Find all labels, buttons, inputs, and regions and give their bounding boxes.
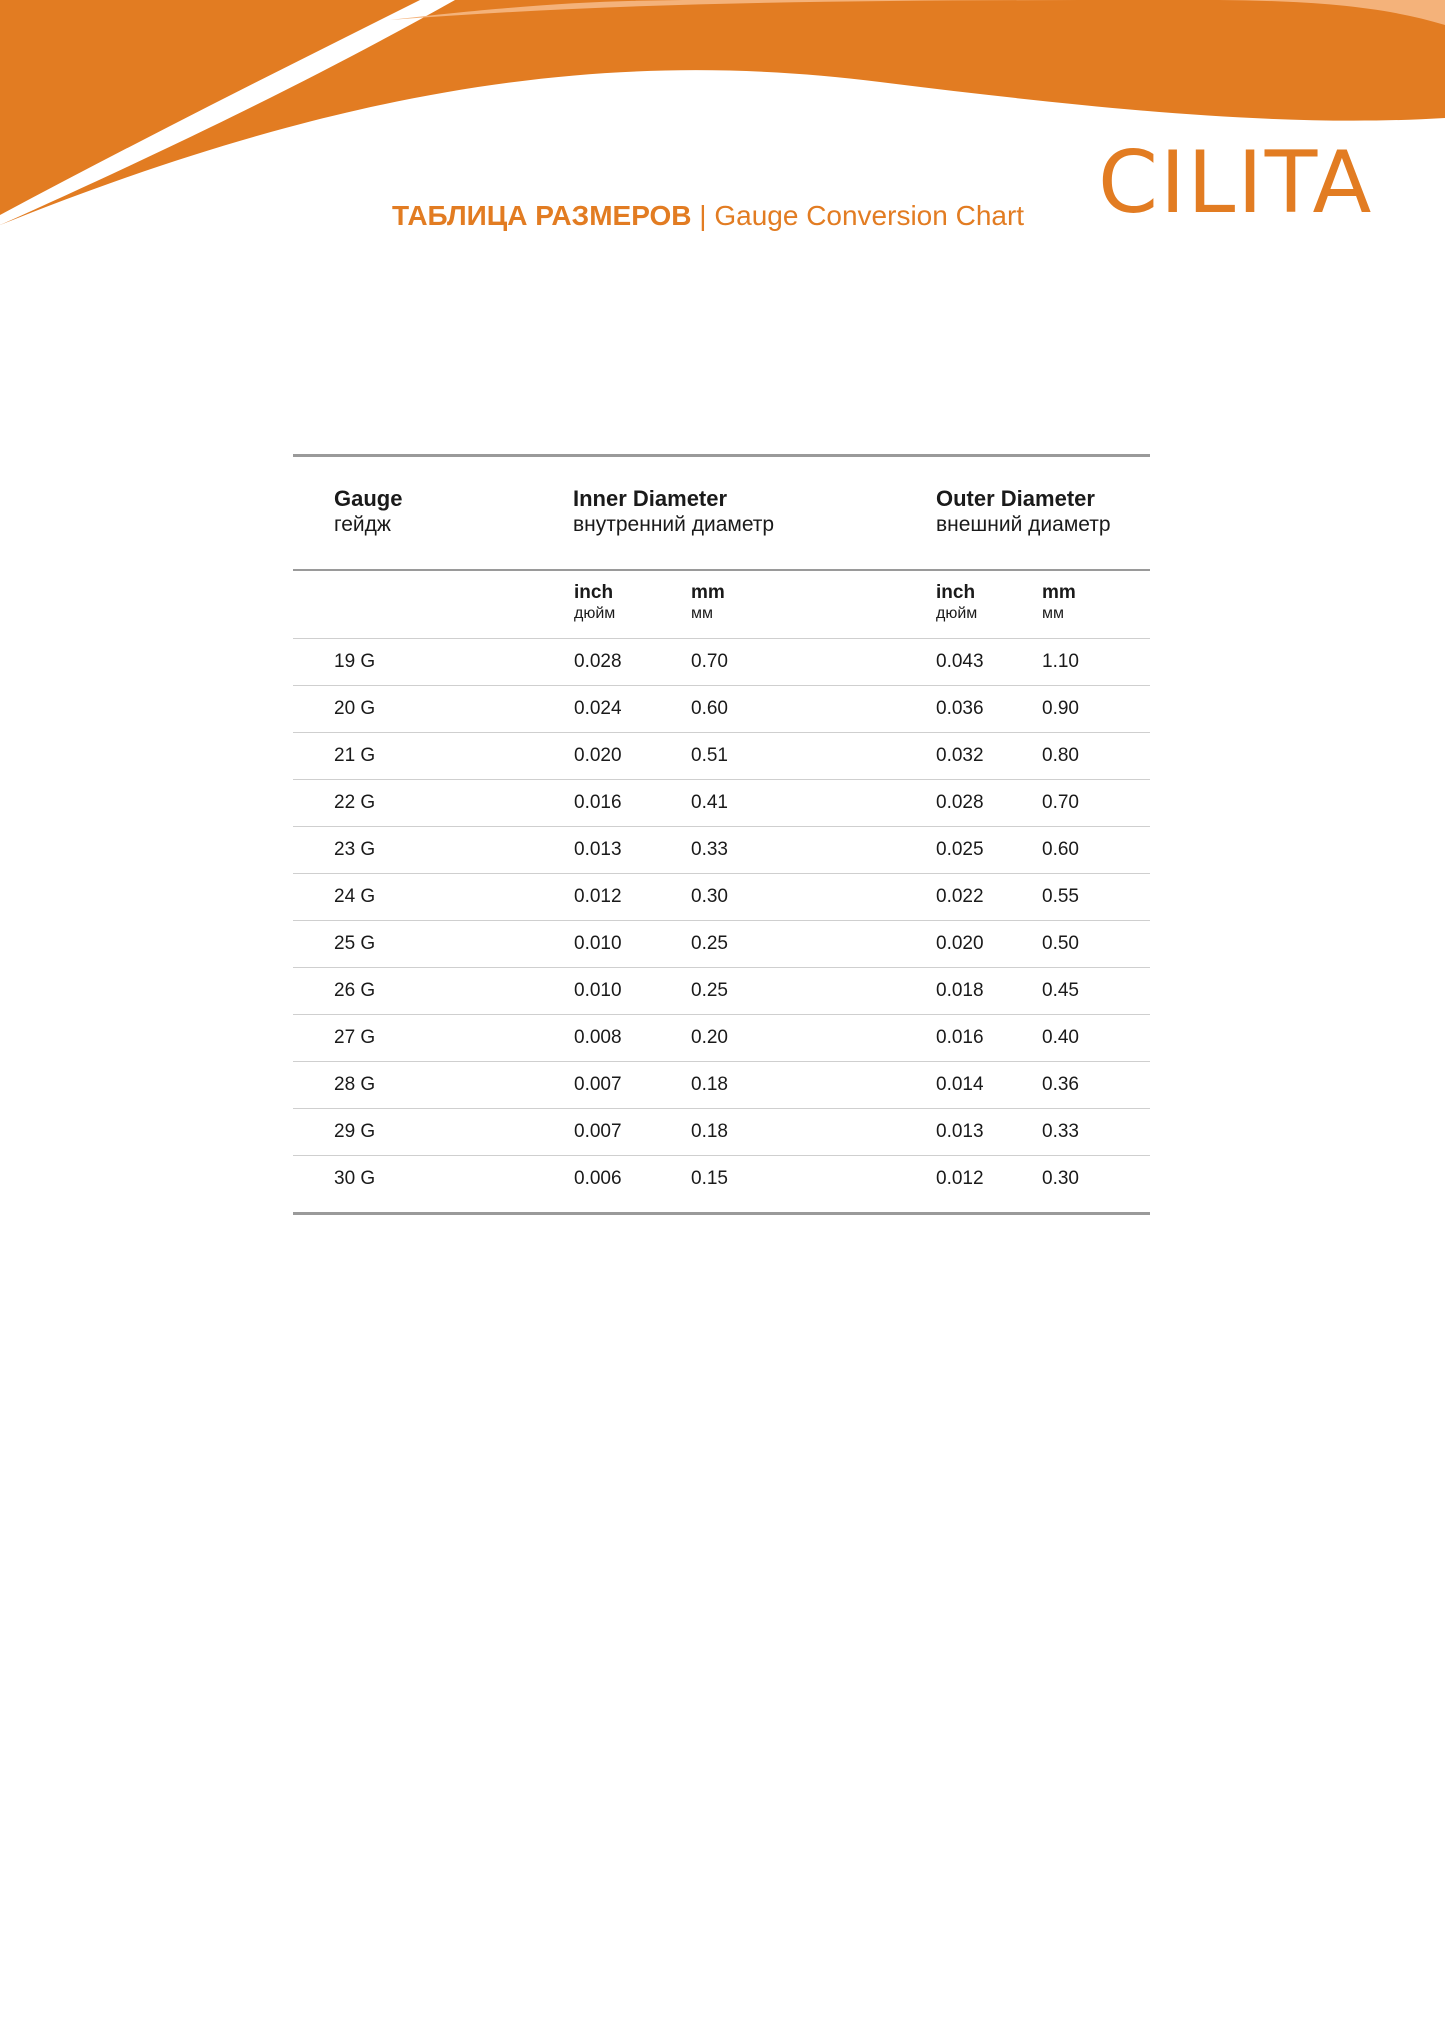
page-title xyxy=(392,200,1024,232)
table-body xyxy=(293,639,1150,1212)
inner-mm-cell: 0.15 xyxy=(691,1168,728,1189)
table-row xyxy=(293,1062,1150,1109)
table-row xyxy=(293,827,1150,874)
outer-mm-cell: 0.70 xyxy=(1042,792,1079,813)
table-row xyxy=(293,1109,1150,1156)
gauge-cell: 21 G xyxy=(334,745,376,766)
gauge-cell: 20 G xyxy=(334,698,376,719)
inner-mm-cell: 0.33 xyxy=(691,839,728,860)
table-row xyxy=(293,968,1150,1015)
inner-inch-cell: 0.013 xyxy=(574,839,622,860)
outer-mm-cell: 0.30 xyxy=(1042,1168,1079,1189)
gauge-cell: 19 G xyxy=(334,651,376,672)
outer-mm-cell: 1.10 xyxy=(1042,651,1079,672)
inner-inch-cell: 0.007 xyxy=(574,1121,622,1142)
table-row xyxy=(293,639,1150,686)
brand-logo: CILITA xyxy=(1098,133,1374,233)
gauge-cell: 22 G xyxy=(334,792,376,813)
outer-inch-cell: 0.020 xyxy=(936,933,984,954)
outer-inch-cell: 0.012 xyxy=(936,1168,984,1189)
outer-mm-unit: mm мм xyxy=(1042,582,1076,622)
table-row xyxy=(293,1015,1150,1062)
gauge-cell: 24 G xyxy=(334,886,376,907)
outer-mm-cell: 0.60 xyxy=(1042,839,1079,860)
inner-mm-unit: mm мм xyxy=(691,582,725,622)
outer-inch-cell: 0.036 xyxy=(936,698,984,719)
outer-inch-cell: 0.043 xyxy=(936,651,984,672)
outer-mm-cell: 0.33 xyxy=(1042,1121,1079,1142)
inner-mm-cell: 0.41 xyxy=(691,792,728,813)
gauge-cell: 27 G xyxy=(334,1027,376,1048)
outer-mm-cell: 0.90 xyxy=(1042,698,1079,719)
gauge-cell: 23 G xyxy=(334,839,376,860)
gauge-cell: 25 G xyxy=(334,933,376,954)
outer-inch-cell: 0.022 xyxy=(936,886,984,907)
inner-mm-cell: 0.51 xyxy=(691,745,728,766)
outer-inch-cell: 0.025 xyxy=(936,839,984,860)
table-header xyxy=(293,457,1150,571)
outer-inch-cell: 0.032 xyxy=(936,745,984,766)
inner-inch-cell: 0.024 xyxy=(574,698,622,719)
outer-inch-cell: 0.014 xyxy=(936,1074,984,1095)
page-title-ru: ТАБЛИЦА РАЗМЕРОВ xyxy=(392,200,692,231)
gauge-header: Gauge гейдж xyxy=(334,486,403,536)
outer-inch-cell: 0.018 xyxy=(936,980,984,1001)
unit-header xyxy=(293,571,1150,639)
inner-mm-cell: 0.18 xyxy=(691,1121,728,1142)
outer-mm-cell: 0.45 xyxy=(1042,980,1079,1001)
inner-diameter-header: Inner Diameter внутренний диаметр xyxy=(573,486,775,536)
outer-mm-cell: 0.36 xyxy=(1042,1074,1079,1095)
title-separator: | xyxy=(691,200,715,231)
gauge-cell: 30 G xyxy=(334,1168,376,1189)
outer-mm-cell: 0.55 xyxy=(1042,886,1079,907)
inner-mm-cell: 0.20 xyxy=(691,1027,728,1048)
outer-inch-cell: 0.028 xyxy=(936,792,984,813)
inner-inch-cell: 0.006 xyxy=(574,1168,622,1189)
inner-inch-cell: 0.007 xyxy=(574,1074,622,1095)
gauge-cell: 29 G xyxy=(334,1121,376,1142)
inner-mm-cell: 0.30 xyxy=(691,886,728,907)
outer-mm-cell: 0.80 xyxy=(1042,745,1079,766)
inner-inch-cell: 0.010 xyxy=(574,933,622,954)
outer-inch-cell: 0.016 xyxy=(936,1027,984,1048)
inner-inch-cell: 0.012 xyxy=(574,886,622,907)
inner-mm-cell: 0.18 xyxy=(691,1074,728,1095)
table-row xyxy=(293,733,1150,780)
table-row xyxy=(293,921,1150,968)
inner-mm-cell: 0.25 xyxy=(691,980,728,1001)
inner-inch-unit: inch дюйм xyxy=(574,582,616,622)
inner-mm-cell: 0.70 xyxy=(691,651,728,672)
inner-inch-cell: 0.008 xyxy=(574,1027,622,1048)
outer-mm-cell: 0.40 xyxy=(1042,1027,1079,1048)
table-row xyxy=(293,1156,1150,1212)
page-title-en: Gauge Conversion Chart xyxy=(714,200,1025,231)
outer-mm-cell: 0.50 xyxy=(1042,933,1079,954)
gauge-cell: 28 G xyxy=(334,1074,376,1095)
table-row xyxy=(293,874,1150,921)
inner-inch-cell: 0.010 xyxy=(574,980,622,1001)
inner-inch-cell: 0.020 xyxy=(574,745,622,766)
outer-diameter-header: Outer Diameter внешний диаметр xyxy=(936,486,1111,536)
table-row xyxy=(293,780,1150,827)
inner-mm-cell: 0.60 xyxy=(691,698,728,719)
outer-inch-unit: inch дюйм xyxy=(936,582,978,622)
table-row xyxy=(293,686,1150,733)
gauge-conversion-table xyxy=(293,454,1150,1215)
inner-mm-cell: 0.25 xyxy=(691,933,728,954)
gauge-cell: 26 G xyxy=(334,980,376,1001)
inner-inch-cell: 0.016 xyxy=(574,792,622,813)
inner-inch-cell: 0.028 xyxy=(574,651,622,672)
outer-inch-cell: 0.013 xyxy=(936,1121,984,1142)
